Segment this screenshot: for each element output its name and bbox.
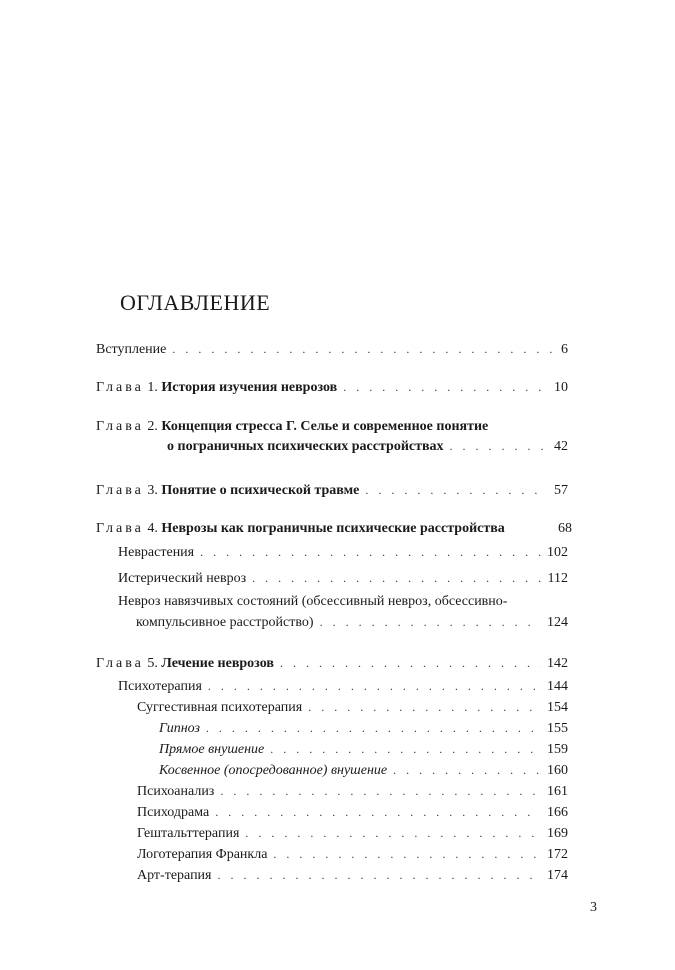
leader-dots [206,719,541,737]
entry-title: Прямое внушение [159,742,265,757]
chapter-title-line1: Концепция стресса Г. Селье и современное понятие [161,419,489,434]
entry-title: Истерический невроз [118,571,247,586]
toc-entry-chapter-2-line2[interactable] [167,437,568,456]
entry-title: Косвенное (опосредованное) внушение [159,763,388,778]
toc-entry-chapter-2-line1[interactable] [96,418,488,436]
toc-entry-psychotherapy[interactable] [118,677,568,696]
chapter-label: Глава [96,380,144,395]
toc-entry-chapter-5[interactable] [96,654,568,673]
entry-page: 155 [547,721,568,736]
page-number: 3 [590,900,597,915]
leader-dots [215,803,541,821]
toc-entry-chapter-3[interactable] [96,481,568,500]
leader-dots [450,437,548,455]
leader-dots [320,613,541,631]
entry-page: 144 [547,679,568,694]
entry-title: Арт-терапия [137,868,212,883]
toc-entry-psychoanalysis[interactable] [137,782,568,801]
toc-entry-gestalt-therapy[interactable] [137,824,568,843]
toc-entry-ocd-line1[interactable] [118,593,507,611]
entry-page: 161 [547,784,568,799]
leader-dots [270,740,541,758]
leader-dots [273,845,541,863]
leader-dots [245,824,541,842]
toc-entry-ocd-line2[interactable] [136,613,568,632]
entry-page: 102 [547,545,568,560]
chapter-title: Понятие о психической травме [161,483,360,498]
entry-page: 174 [547,868,568,883]
toc-entry-art-therapy[interactable] [137,866,568,885]
leader-dots [308,698,541,716]
chapter-number: 3. [147,483,158,498]
entry-title: Суггестивная психотерапия [137,700,303,715]
entry-page: 172 [547,847,568,862]
entry-page: 154 [547,700,568,715]
toc-entry-indirect-suggestion[interactable] [159,761,568,780]
toc-entry-psychodrama[interactable] [137,803,568,822]
toc-heading: ОГЛАВЛЕНИЕ [120,290,271,315]
toc-entry-neurasthenia[interactable] [118,543,568,562]
chapter-number: 2. [147,419,158,434]
entry-page: 142 [547,656,568,671]
leader-dots [393,761,541,779]
chapter-label: Глава [96,656,144,671]
entry-title: Психоанализ [137,784,215,799]
leader-dots [252,569,541,587]
toc-entry-suggestive-psychotherapy[interactable] [137,698,568,717]
entry-title: Психотерапия [118,679,202,694]
leader-dots [218,866,542,884]
toc-entry-chapter-1[interactable] [96,378,568,397]
leader-dots [172,340,555,358]
entry-page: 159 [547,742,568,757]
leader-dots [343,378,548,396]
leader-dots [200,543,541,561]
entry-page: 166 [547,805,568,820]
entry-title: Гештальттерапия [137,826,240,841]
leader-dots [208,677,541,695]
entry-title: Логотерапия Франкла [137,847,268,862]
chapter-title-line2: о пограничных психических расстройствах [167,439,444,454]
chapter-title: История изучения неврозов [161,380,338,395]
entry-page: 57 [554,483,568,498]
entry-page: 42 [554,439,568,454]
toc-entry-direct-suggestion[interactable] [159,740,568,759]
toc-entry-hysterical-neurosis[interactable] [118,569,568,588]
chapter-label: Глава [96,483,144,498]
chapter-number: 5. [147,656,158,671]
leader-dots [280,654,541,672]
entry-title: Неврастения [118,545,195,560]
entry-title-line2: компульсивное расстройство) [136,615,314,630]
entry-title-line1: Невроз навязчивых состояний (обсессивный невроз, обсессивно- [118,594,508,609]
entry-page: 169 [547,826,568,841]
entry-title: Психодрама [137,805,210,820]
toc-entry-logotherapy[interactable] [137,845,568,864]
chapter-label: Глава [96,419,144,434]
leader-dots [365,481,548,499]
entry-page: 68 [558,521,572,536]
chapter-label: Глава [96,521,144,536]
entry-title: Вступление [96,342,167,357]
chapter-title: Лечение неврозов [161,656,274,671]
chapter-number: 4. [147,521,158,536]
entry-page: 124 [547,615,568,630]
entry-page: 160 [547,763,568,778]
toc-entry-intro[interactable] [96,340,568,359]
entry-page: 10 [554,380,568,395]
entry-title: Гипноз [159,721,200,736]
toc-entry-hypnosis[interactable] [159,719,568,738]
entry-page: 112 [547,571,568,586]
leader-dots [220,782,541,800]
toc-entry-chapter-4[interactable] [96,520,572,538]
entry-page: 6 [561,342,568,357]
chapter-number: 1. [147,380,158,395]
chapter-title: Неврозы как пограничные психические расстройства [161,521,505,536]
